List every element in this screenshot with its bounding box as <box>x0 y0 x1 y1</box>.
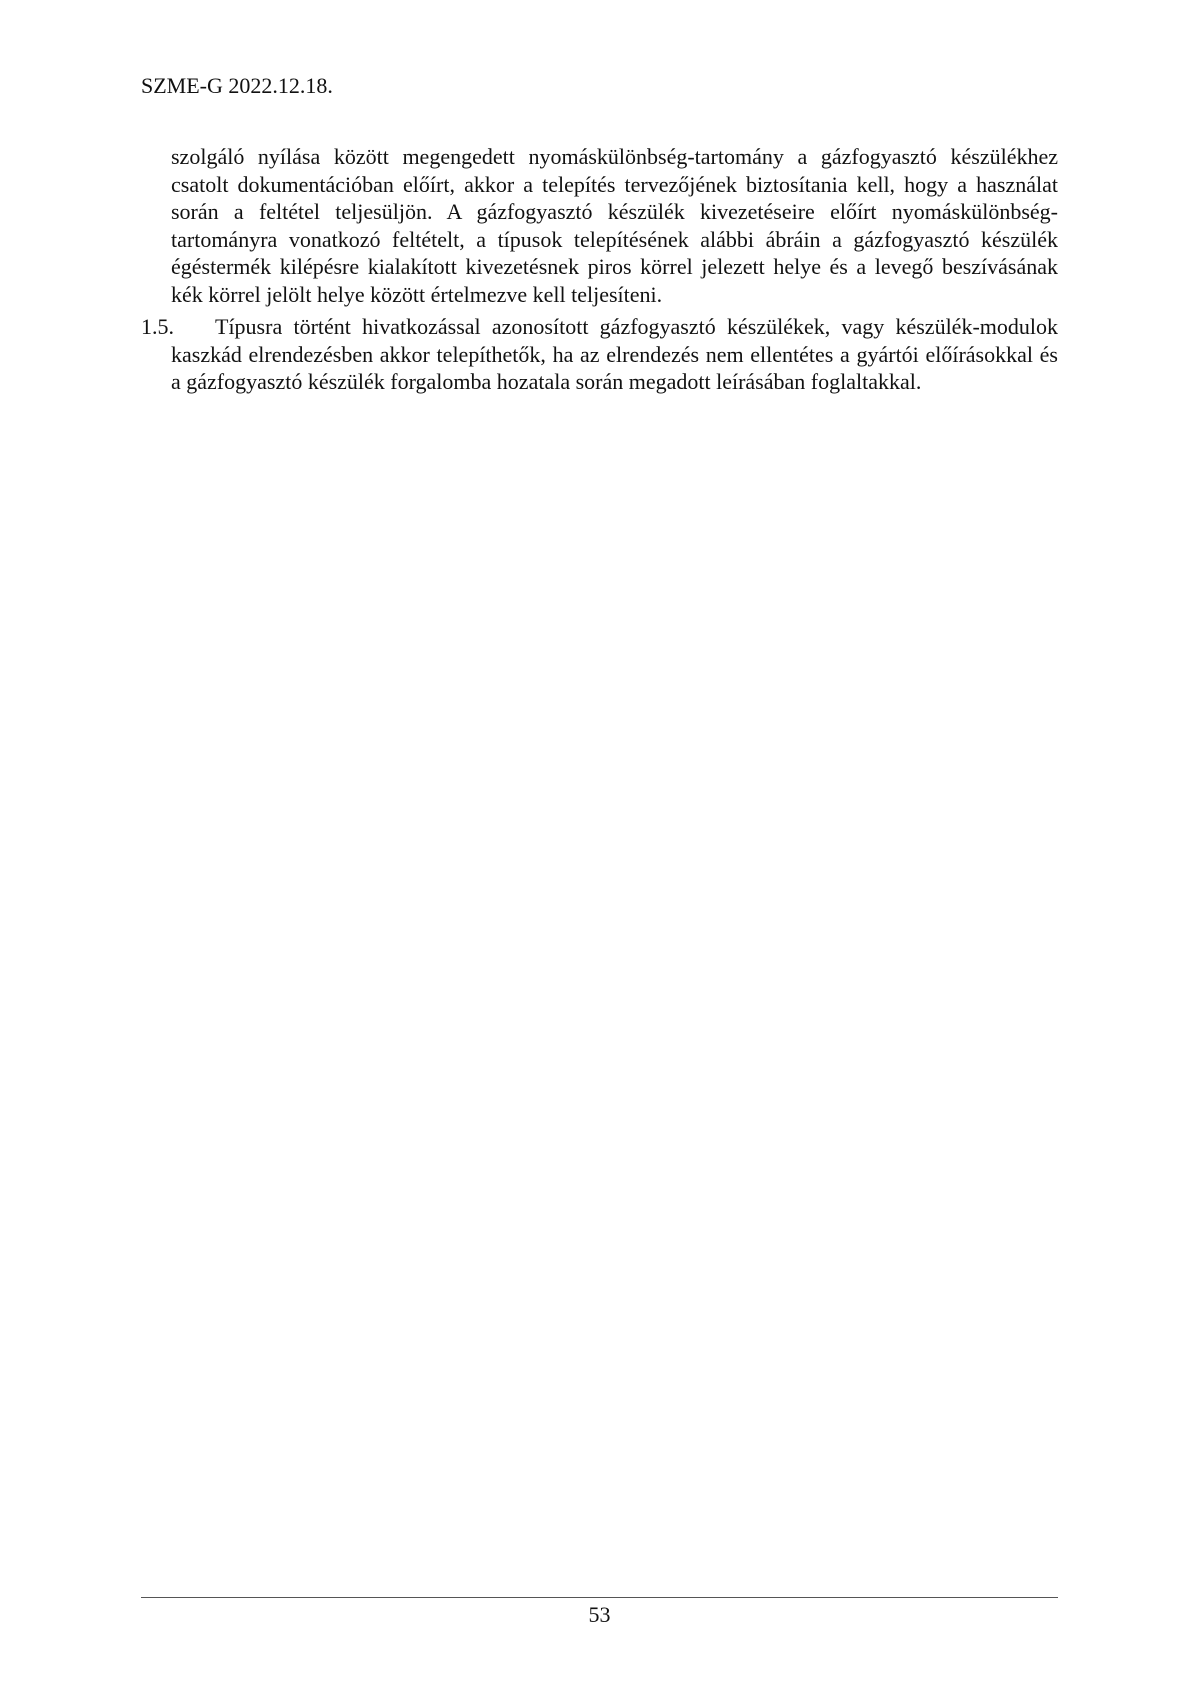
item-number: 1.5. <box>141 314 174 339</box>
document-header-id: SZME-G 2022.12.18. <box>141 73 333 98</box>
item-text: Típusra történt hivatkozással azonosított gázfogyasztó készülékek, vagy készülék-modulok kaszkád elrendezésben akkor telepíthetők, ha az elrendezés nem ellentétes a gyártói előírásokkal és a gázfogyasztó készülék forgalomba hozatala során megadott leírásában foglaltakkal. <box>171 314 1058 394</box>
page-number: 53 <box>588 1602 611 1627</box>
continuation-paragraph: szolgáló nyílása között megengedett nyomáskülönbség-tartomány a gázfogyasztó készülékhez csatolt dokumentációban előírt, akkor a telepítés tervezőjének biztosítania kell, hogy a használat során a feltétel teljesüljön. A gázfogyasztó készülék kivezetéseire előírt nyomáskülönbség-tartományra vonatkozó feltételt, a típusok telepítésének alábbi ábráin a gázfogyasztó készülék égéstermék kilépésre kialakított kivezetésnek piros körrel jelezett helye és a levegő beszívásának kék körrel jelölt helye között értelmezve kell teljesíteni. <box>171 144 1058 307</box>
footer-divider <box>141 1597 1058 1598</box>
list-item <box>141 313 1058 396</box>
document-body <box>141 143 1058 396</box>
